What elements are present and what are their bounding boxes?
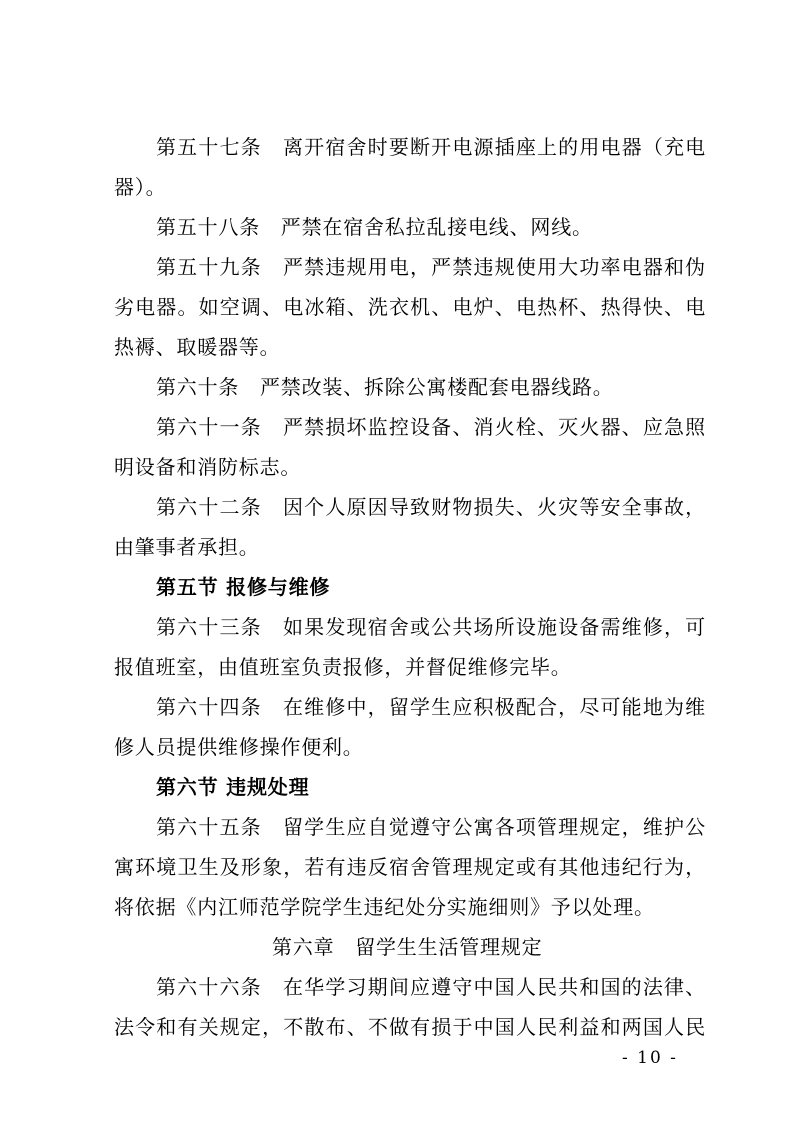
text-line-11: 由肇事者承担。 [114,535,260,559]
text-line-2: 器）。 [114,175,167,199]
section-heading-5: 第五节 报修与维修 [156,575,331,599]
page-number: - 10 - [622,1048,678,1068]
text-line-15: 第六十四条 在维修中，留学生应积极配合，尽可能地为维 [156,695,706,719]
text-line-6: 热褥、取暖器等。 [114,335,281,359]
chapter-heading: 第六章 留学生生活管理规定 [272,935,543,959]
text-line-5: 劣电器。如空调、电冰箱、洗衣机、电炉、电热杯、热得快、电 [114,295,706,319]
text-line-4: 第五十九条 严禁违规用电，严禁违规使用大功率电器和伪 [156,255,706,279]
text-line-22: 第六十六条 在华学习期间应遵守中国人民共和国的法律、 [156,975,706,999]
text-line-10: 第六十二条 因个人原因导致财物损失、火灾等安全事故， [156,495,706,519]
text-line-9: 明设备和消防标志。 [114,455,302,479]
text-line-1: 第五十七条 离开宿舍时要断开电源插座上的用电器（充电 [156,135,706,159]
text-line-13: 第六十三条 如果发现宿舍或公共场所设施设备需维修，可 [156,615,706,639]
text-line-14: 报值班室，由值班室负责报修，并督促维修完毕。 [114,655,572,679]
text-line-18: 第六十五条 留学生应自觉遵守公寓各项管理规定，维护公 [156,815,706,839]
text-line-19: 寓环境卫生及形象，若有违反宿舍管理规定或有其他违纪行为， [114,855,706,879]
text-line-20: 将依据《内江师范学院学生违纪处分实施细则》予以处理。 [114,895,655,919]
text-line-23: 法令和有关规定，不散布、不做有损于中国人民利益和两国人民 [114,1015,706,1039]
text-line-7: 第六十条 严禁改装、拆除公寓楼配套电器线路。 [156,375,614,399]
text-line-16: 修人员提供维修操作便利。 [114,735,364,759]
text-line-8: 第六十一条 严禁损坏监控设备、消火栓、灭火器、应急照 [156,415,706,439]
section-heading-6: 第六节 违规处理 [156,775,310,799]
text-line-3: 第五十八条 严禁在宿舍私拉乱接电线、网线。 [156,215,593,239]
